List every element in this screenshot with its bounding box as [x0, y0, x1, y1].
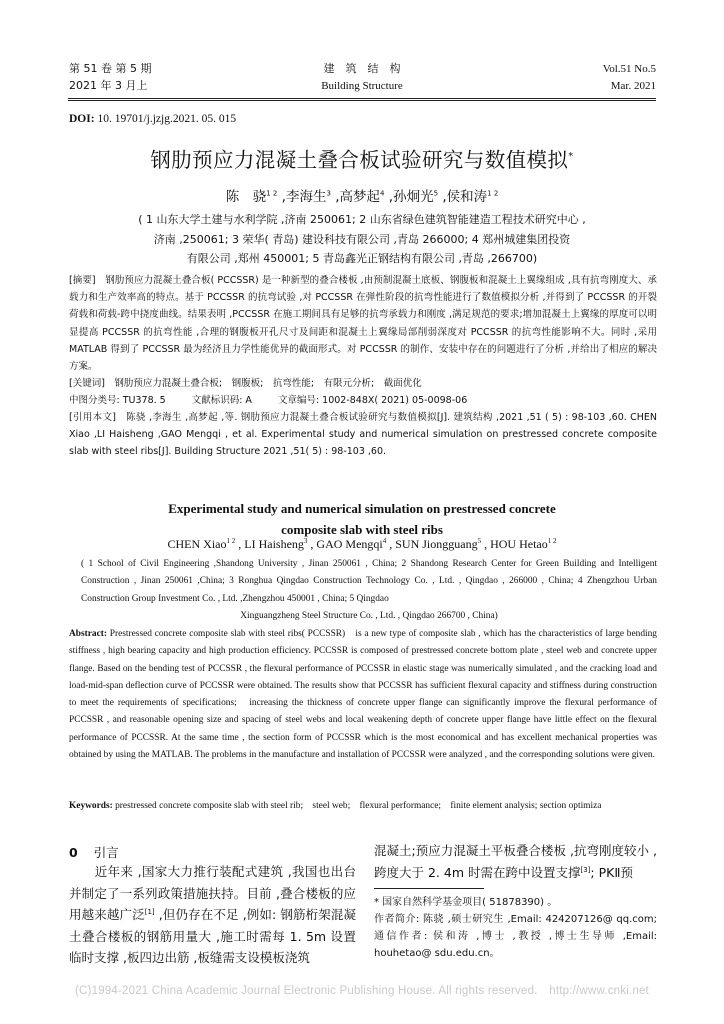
author-en-5: , HOU Hetao	[481, 537, 548, 551]
author-3: ,高梦起	[330, 189, 381, 205]
affiliations-en: ( 1 School of Civil Engineering ,Shandong University , Jinan 250061 , China; 2 Shandong Research Center for Green Building and Intelligent Construction , Jinan 250061 ,China; 3 Ronghua Qingdao Construction Technology Co. , Ltd. , Qingdao , 266000 , China; 4 Zhengzhou Urban Construction Group Investment Co. , Ltd. ,Zhengzhou 450001 , China; 5 Qingdao	[81, 559, 657, 604]
author-1-affil: 1 2	[266, 189, 278, 198]
author-en-1: CHEN Xiao	[167, 537, 227, 551]
abstract-zh-label: [摘要]	[69, 275, 96, 286]
body-right-text-2: ; PKⅡ预	[590, 864, 633, 880]
copyright-watermark: (C)1994-2021 China Academic Journal Electronic Publishing House. All rights reserved. http://www.cnki.net	[75, 985, 649, 997]
citation-ref-3: [3]	[580, 865, 591, 874]
journal-name-en: Building Structure	[321, 80, 403, 92]
footnote	[374, 894, 657, 962]
affiliations-en-last: Xinguangzheng Steel Structure Co. , Ltd. , Qingdao 266700 , China)	[240, 611, 498, 621]
abstract-en-label: Abstract:	[69, 629, 108, 639]
doi-label: DOI:	[69, 113, 95, 125]
doi	[69, 113, 236, 125]
journal-name-zh: 建 筑 结 构	[323, 62, 401, 75]
journal-date: 2021 年 3 月上	[69, 79, 148, 92]
author-en-5-affil: 1 2	[547, 537, 557, 545]
footnote-fund: * 国家自然科学基金项目( 51878390) 。	[374, 897, 558, 908]
keywords-en	[69, 798, 657, 815]
section-heading	[69, 843, 119, 861]
abstract-zh	[69, 272, 657, 375]
keywords-zh-label: [关键词]	[69, 378, 105, 389]
title-en	[60, 498, 664, 540]
journal-volume-en: Vol.51 No.5	[602, 63, 656, 75]
footnote-rule	[374, 888, 484, 889]
citation	[69, 409, 657, 461]
body-left-text-1: 近年来 ,国家大力推行装配式建筑 ,我国也出台并制定了一系列政策措施扶持。目前 ,叠合楼板的应用越来越广泛	[69, 864, 356, 922]
affil-zh-line-1: ( 1 山东大学土建与水利学院 ,济南 250061; 2 山东省绿色建筑智能建造工程技术研究中心 ,	[138, 213, 586, 226]
author-en-4: , SUN Jiongguang	[386, 537, 478, 551]
author-en-4-affil: 5	[477, 537, 482, 545]
author-3-affil: 4	[380, 189, 385, 198]
keywords-en-text: prestressed concrete composite slab with steel rib; steel web; flexural performance; finite element analysis; section optimiza	[112, 801, 602, 811]
body-left-text-2: ,但仍存在不足 ,例如: 钢筋桁架混凝土叠合楼板的钢筋用量大 ,施工时需每 1. 5m 设置临时支撑 ,板四边出筋 ,板缝需支设模板浇筑	[69, 907, 356, 965]
authors-zh	[60, 185, 664, 205]
author-en-2-affil: 3	[303, 537, 308, 545]
abstract-en-text: Prestressed concrete composite slab with steel ribs( PCCSSR) is a new type of composite slab , which has the characteristics of large bending stiffness , high bearing capacity and high production efficiency. PCCSSR is composed of prestressed concrete bottom plate , steel web and concrete upper flange. Based on the bending test of PCCSSR , the flexural performance of PCCSSR in elastic stage was numerically simulated , and the cracking load and load-mid-span deflection curve of PCCSSR were obtained. The results show that PCCSSR has sufficient flexural capacity and stiffness during construction to meet the requirements of specifications; increasing the thickness of concrete upper flange can significantly improve the flexural performance of PCCSSR , and reasonable opening size and spacing of steel webs and local weakening depth of concrete upper flange have little effect on the flexural performance of PCCSSR. At the same time , the section form of PCCSSR which is the most economical and has excellent mechanical properties was obtained by using the MATLAB. The problems in the manufacture and installation of PCCSSR were analyzed , and the corresponding solutions were given.	[69, 629, 657, 761]
body-right-text-1: 混凝土;预应力混凝土平板叠合楼板 ,抗弯刚度较小 ,跨度大于 2. 4m 时需在跨中设置支撑	[374, 843, 657, 880]
clc-number: 中图分类号: TU378. 5	[69, 395, 166, 406]
citation-label: [引用本文]	[69, 412, 116, 423]
affil-zh-line-3: 有限公司 ,郑州 450001; 5 青岛鑫光正钢结构有限公司 ,青岛 ,266700)	[186, 252, 538, 265]
abstract-zh-text: 钢肋预应力混凝土叠合板( PCCSSR) 是一种新型的叠合楼板 ,由预制混凝土底板、钢腹板和混凝土上翼缘组成 ,具有抗弯刚度大、承载力和生产效率高的特点。基于 PCCSSR 的抗弯试验 ,对 PCCSSR 在弹性阶段的抗弯性能进行了数值模拟分析 ,并得到了 PCCSSR 的开裂荷载和荷载-跨中挠度曲线。结果表明 ,PCCSSR 在施工期间具有足够的抗弯承载力和刚度 ,满足规范的要求;增加混凝土上翼缘的厚度可以明显提高 PCCSSR 的抗弯性能 ,合理的钢腹板开孔尺寸及间距和混凝土上翼缘局部削弱深度对 PCCSSR 的抗弯性能影响不大。同时 ,采用 MATLAB 得到了 PCCSSR 最为经济且力学性能优异的截面形式。对 PCCSSR 的制作、安装中存在的问题进行了分析 ,并给出了相应的解决方案。	[69, 275, 657, 373]
citation-text: 陈骁 ,李海生 ,高梦起 ,等. 钢肋预应力混凝土叠合板试验研究与数值模拟[J]. 建筑结构 ,2021 ,51 ( 5) : 98-103 ,60. CHEN Xiao ,LI Haisheng ,GAO Mengqi , et al. Experimental study and numerical simulation on prestressed concrete composite slab with steel ribs[J]. Building Structure 2021 ,51( 5) : 98-103 ,60.	[69, 412, 657, 458]
body-right-column	[374, 840, 657, 883]
affil-zh-line-2: 济南 ,250061; 3 荣华( 青岛) 建设科技有限公司 ,青岛 266000; 4 郑州城建集团投资	[153, 232, 571, 246]
affiliations-zh	[60, 210, 664, 269]
author-4-affil: 5	[433, 189, 439, 198]
keywords-en-label: Keywords:	[69, 801, 113, 811]
author-5: ,侯和涛	[438, 189, 488, 205]
article-number: 文章编号: 1002-848X( 2021) 05-0098-06	[277, 395, 468, 406]
title-footnote-mark: *	[568, 151, 574, 163]
author-5-affil: 1 2	[487, 189, 499, 198]
abstract-en	[69, 626, 657, 764]
section-number: 0	[69, 845, 78, 860]
author-en-2: , LI Haisheng	[235, 537, 304, 551]
author-2: ,李海生	[277, 189, 327, 205]
classification	[69, 392, 657, 409]
journal-date-en: Mar. 2021	[610, 80, 656, 92]
title-zh-text: 钢肋预应力混凝土叠合板试验研究与数值模拟	[150, 148, 569, 172]
title-zh	[60, 143, 664, 173]
keywords-zh	[69, 375, 657, 392]
author-en-3: , GAO Mengqi	[307, 537, 383, 551]
authors-en	[60, 537, 664, 552]
section-title: 引言	[93, 845, 119, 860]
citation-ref-1: [1]	[144, 907, 155, 916]
title-en-line-1: Experimental study and numerical simulation on prestressed concrete	[168, 501, 556, 516]
header-rule-bottom	[68, 100, 656, 101]
author-en-1-affil: 1 2	[226, 537, 236, 545]
document-code: 文献标识码: A	[191, 395, 252, 406]
author-2-affil: 3	[326, 189, 331, 198]
footnote-author: 作者简介: 陈骁 ,硕士研究生 ,Email: 424207126@ qq.com; 通信作者: 侯和涛 ,博士 ,教授 ,博士生导师 ,Email: houhetao@ sdu.edu.cn。	[374, 914, 657, 959]
author-1: 陈 骁	[225, 189, 267, 205]
doi-value: 10. 19701/j.jzjg.2021. 05. 015	[94, 113, 237, 125]
author-en-3-affil: 4	[382, 537, 387, 545]
header-rule-top	[68, 98, 656, 99]
keywords-zh-text: 钢肋预应力混凝土叠合板; 钢腹板; 抗弯性能; 有限元分析; 截面优化	[104, 378, 422, 389]
title-en-line-2: composite slab with steel ribs	[281, 522, 443, 537]
journal-volume: 第 51 卷 第 5 期	[69, 62, 152, 75]
author-4: ,孙炯光	[384, 189, 434, 205]
body-left-column	[69, 861, 356, 979]
